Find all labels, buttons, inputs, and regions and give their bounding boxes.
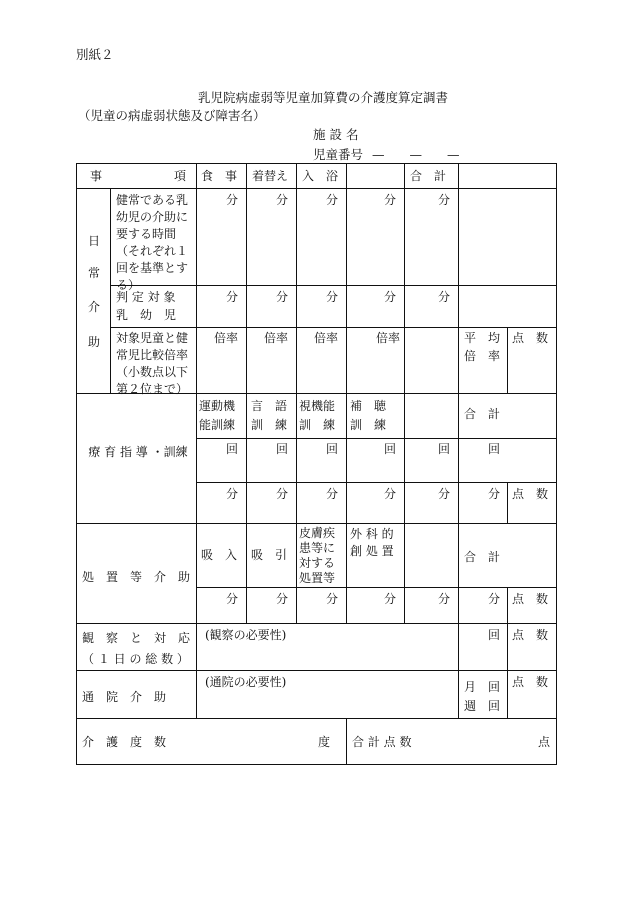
treatment-skin: 皮膚疾患等に対する処置等 (299, 526, 336, 585)
therapy-times-speech: 回 (276, 442, 289, 456)
treatment-min-skin: 分 (326, 592, 339, 606)
treatment-min-total: 分 (488, 592, 501, 606)
care-degree-label: 介 護 度 数 (82, 735, 167, 749)
judged-infant-label-1: 判 定 対 象 (116, 290, 176, 304)
observation-times: 回 (488, 628, 501, 642)
ratio-changing: 倍率 (264, 331, 289, 345)
document-title: 乳児院病虚弱等児童加算費の介護度算定調書 (198, 90, 449, 105)
treatment-total: 合 計 (464, 550, 501, 564)
hospital-points-label: 点 数 (512, 675, 549, 689)
therapy-speech: 言 語訓 練 (251, 399, 288, 432)
therapy-times-hearing: 回 (384, 442, 397, 456)
daily-care-char-3: 介 (88, 300, 101, 314)
required-time-total: 分 (438, 193, 451, 207)
ratio-label: 対象児童と健常児比較倍率（小数点以下第２位まで） (116, 331, 189, 396)
judged-meal: 分 (226, 290, 239, 304)
judged-bathing: 分 (326, 290, 339, 304)
header-item-label-2: 項 (174, 169, 187, 183)
required-time-meal: 分 (226, 193, 239, 207)
therapy-times-total: 回 (488, 442, 501, 456)
treatment-min-surgical: 分 (384, 592, 397, 606)
attachment-label: 別紙２ (76, 47, 114, 62)
daily-care-char-2: 常 (88, 266, 101, 280)
daily-care-char-4: 助 (88, 335, 101, 349)
therapy-label: 療 育 指 導 ・訓練 (88, 445, 188, 459)
observation-necessity: (観察の必要性) (205, 628, 287, 642)
therapy-hearing: 補 聴訓 練 (350, 399, 387, 432)
judged-changing: 分 (276, 290, 289, 304)
therapy-points-label: 点 数 (512, 487, 549, 501)
ratio-blank: 倍率 (376, 331, 401, 345)
treatment-label: 処 置 等 介 助 (82, 570, 191, 584)
hospital-monthly: 月 回 (464, 680, 501, 694)
child-number-label: 児童番号 (313, 147, 364, 162)
therapy-times-visual: 回 (326, 442, 339, 456)
observation-label-2: （ １ 日 の 総 数 ） (82, 652, 189, 666)
therapy-min-hearing: 分 (384, 487, 397, 501)
required-time-changing: 分 (276, 193, 289, 207)
treatment-aspiration: 吸 引 (251, 548, 288, 562)
total-points-unit: 点 (538, 735, 551, 749)
treatment-suction: 吸 入 (201, 548, 238, 562)
therapy-times-motor: 回 (226, 442, 239, 456)
facility-name-label: 施 設 名 (313, 127, 359, 142)
treatment-min-aspiration: 分 (276, 592, 289, 606)
therapy-visual: 視機能訓 練 (299, 399, 336, 432)
therapy-min-total: 分 (488, 487, 501, 501)
required-time-blank: 分 (384, 193, 397, 207)
treatment-min-suction: 分 (226, 592, 239, 606)
daily-care-char-1: 日 (88, 234, 101, 248)
treatment-points-label: 点 数 (512, 592, 549, 606)
judged-infant-label-2: 乳 幼 児 (116, 308, 177, 322)
child-number-dashes: — — — (372, 147, 460, 162)
hospital-label: 通 院 介 助 (82, 690, 167, 704)
hospital-weekly: 週 回 (464, 699, 501, 713)
hospital-necessity: (通院の必要性) (205, 675, 287, 689)
total-points-label: 合 計 点 数 (352, 735, 412, 749)
document-subtitle: （児童の病虚弱状態及び障害名） (78, 108, 266, 123)
ratio-bathing: 倍率 (314, 331, 339, 345)
therapy-times-blank: 回 (438, 442, 451, 456)
treatment-surgical: 外 科 的創 処 置 (350, 527, 394, 558)
treatment-min-blank: 分 (438, 592, 451, 606)
observation-label-1: 観 察 と 対 応 (82, 631, 191, 645)
therapy-min-speech: 分 (276, 487, 289, 501)
therapy-min-blank: 分 (438, 487, 451, 501)
average-ratio-label-2: 倍 率 (464, 349, 501, 363)
required-time-bathing: 分 (326, 193, 339, 207)
header-meal: 食 事 (201, 169, 238, 183)
header-item-label: 事 (90, 169, 103, 183)
header-changing: 着替え (252, 169, 289, 183)
judged-blank: 分 (384, 290, 397, 304)
daily-care-points-label: 点 数 (512, 331, 549, 345)
therapy-total: 合 計 (464, 407, 501, 421)
therapy-min-visual: 分 (326, 487, 339, 501)
average-ratio-label-1: 平 均 (464, 331, 501, 345)
required-time-label: 健常である乳幼児の介助に要する時間（それぞれ１回を基準とする） (116, 193, 189, 292)
therapy-min-motor: 分 (226, 487, 239, 501)
header-bathing: 入 浴 (302, 169, 339, 183)
judged-total: 分 (438, 290, 451, 304)
observation-points-label: 点 数 (512, 628, 549, 642)
ratio-meal: 倍率 (214, 331, 239, 345)
header-total: 合 計 (410, 169, 447, 183)
therapy-motor: 運動機能訓練 (199, 399, 236, 432)
care-degree-unit: 度 (318, 735, 331, 749)
